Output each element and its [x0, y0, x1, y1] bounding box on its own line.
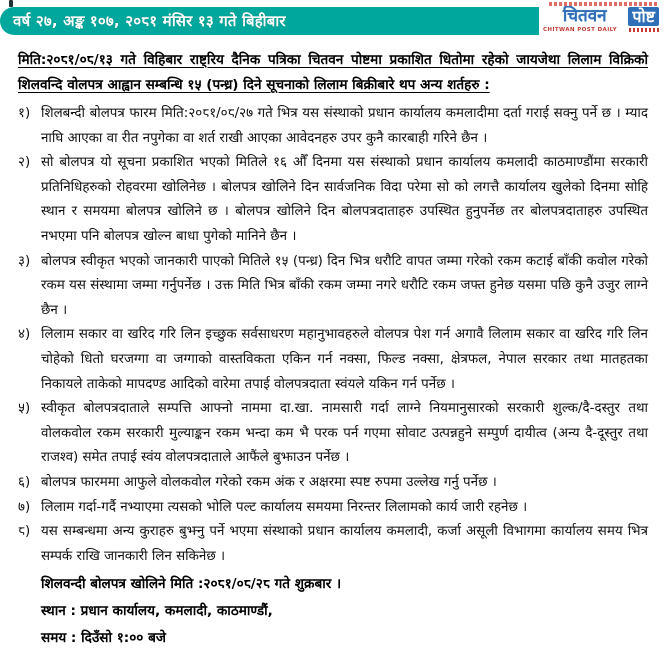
notice-footer: [41, 571, 648, 652]
term-number: ४): [18, 327, 31, 343]
logo-text-chitwan: चितवन: [562, 6, 607, 26]
term-text: बोलपत्र स्वीकृत भएको जानकारी पाएको मितिले १५ (पन्ध्र) दिन भित्र धरौटि वापत जम्मा गरेको रकम कटाई बाँकी कवोल गरेको रकम यस संस्थामा जम्मा गर्नुपर्नेछ । उक्त मिति भित्र बाँकी रकम जम्मा नगरे धरौटि रकम जफ्त हुनेछ यसमा पछि कुनै उजुर लाग्ने छैन ।: [41, 253, 648, 318]
scan-artifact-mark: [9, 0, 13, 7]
term-number: ७): [18, 499, 31, 515]
masthead: [0, 0, 665, 40]
list-item: [18, 102, 648, 151]
logo-bottom-strip: [629, 28, 659, 32]
logo-subtitle: CHITWAN POST DAILY: [543, 27, 618, 33]
list-item: [18, 151, 648, 249]
term-text: लिलाम गर्दा-गर्दै नभ्याएमा त्यसको भोलि पल्ट कार्यालय समयमा निरन्तर लिलामको कार्य जारी रहनेछ ।: [41, 499, 528, 515]
list-item: [18, 397, 648, 471]
list-item: [18, 250, 648, 324]
venue-line: स्थान : प्रधान कार्यालय, कमलादी, काठमाण्डौं,: [41, 603, 273, 620]
term-number: ३): [18, 253, 31, 269]
term-text: यस सम्बन्धमा अन्य कुराहरु बुझ्नु पर्ने भएमा संस्थाको प्रधान कार्यालय कमलादी, कर्जा असूली विभागमा कार्यालय समय भित्र सम्पर्क राखि जानकारी लिन सकिनेछ ।: [41, 524, 648, 564]
logo-bottom-row: [543, 27, 659, 33]
term-number: ६): [18, 474, 31, 490]
term-number: ८): [18, 524, 31, 540]
masthead-bar: [0, 7, 628, 35]
list-item: [18, 323, 648, 397]
time-line: समय : दिउँसो १:०० बजे: [41, 630, 166, 647]
term-number: ५): [18, 401, 31, 417]
list-item: [18, 471, 648, 496]
term-text: शिलबन्दी बोलपत्र फारम मिति:२०८१/०८/२७ गते भित्र यस संस्थाको प्रधान कार्यालय कमलादीमा दर्ता गराई सक्नु पर्ने छ । म्याद नाघि आएका वा रीत नपुगेका वा शर्त राखी आएका आवेदनहरु उपर कुनै कारबाही गरिने छैन ।: [41, 106, 648, 146]
term-text: बोलपत्र फारममा आफुले वोलकवोल गरेको रकम अंक र अक्षरमा स्पष्ट रुपमा उल्लेख गर्नु पर्नेछ ।: [41, 474, 497, 490]
terms-list: [18, 102, 648, 569]
auction-notice: [0, 40, 665, 652]
list-item: [18, 496, 648, 521]
newspaper-logo: [540, 1, 661, 34]
logo-tagline-strip: [549, 2, 657, 6]
term-text: लिलाम सकार वा खरिद गरि लिन इच्छुक सर्वसाधरण महानुभावहरुले वोलपत्र पेश गर्न अगावै लिलाम सकार वा खरिद गरि लिन चोहेको धितो घरजग्गा वा जग्गाको वास्तविकता एकिन गर्न नक्सा, फिल्ड नक्सा, क्षेत्रफल, नेपाल सरकार तथा मातहतका निकायले ताकेको मापदण्ड आदिको वारेमा तपाई वोलपत्रदाता स्वंयले यकिन गर्न पर्नेछ ।: [41, 327, 648, 392]
list-item: [18, 520, 648, 569]
notice-heading: मिति:२०८१/०८/१३ गते विहिबार राष्ट्रिय दैनिक पत्रिका चितवन पोष्टमा प्रकाशित धितोमा रहेको जायजेथा लिलाम विक्रिको शिलवन्दि वोलपत्र आह्वान सम्बन्धि १५ (पन्ध्र) दिने सूचनाको लिलाम बिक्रीबारे थप अन्य शर्तहरु :: [18, 52, 648, 93]
term-text: सो बोलपत्र यो सूचना प्रकाशित भएको मितिले १६ औँ दिनमा यस संस्थाको प्रधान कार्यालय कमलादी काठमाण्डौंमा सरकारी प्रतिनिधिहरुको रोहवरमा खोलिनेछ । बोलपत्र खोलिने दिन सार्वजनिक विदा परेमा सो को लगत्तै कार्यालय खुलेको दिनमा सोहि स्थान र समयमा बोलपत्र खोलिने छ । बोलपत्र खोलिने दिन बोलपत्रदाताहरु उपस्थित हुनुपर्नेछ तर बोलपत्रदाताहरु उपस्थित नभएमा पनि बोलपत्र खोल्न बाधा पुगेको मानिने छैन ।: [41, 155, 648, 244]
logo-text-post: पोष्ट: [628, 7, 659, 26]
term-number: २): [18, 155, 31, 171]
term-text: स्वीकृत बोलपत्रदाताले सम्पत्ति आफ्नो नाममा दा.खा. नामसारी गर्दा लाग्ने नियमानुसारको सरकारी शुल्क/दै-दस्तुर तथा वोलकवोल रकम सरकारी मुल्याङ्कन रकम भन्दा कम भै परक पर्न गएमा सोवाट उत्पन्नहुने सम्पुर्ण दायीत्व (अन्य दै-दूस्तुर तथा राजश्व) समेत तपाई स्वंय वोलपत्रदाताले आफैंले बुझाउन पर्नेछ ।: [41, 401, 648, 466]
logo-name: [543, 7, 659, 26]
term-number: १): [18, 106, 31, 121]
opening-date-line: शिलवन्दी बोलपत्र खोलिने मिति :२०८१/०८/२८ गते शुक्रबार ।: [41, 576, 342, 593]
edition-line: वर्ष २७, अङ्क १०७, २०८१ मंसिर १३ गते बिहीबार: [13, 12, 286, 30]
